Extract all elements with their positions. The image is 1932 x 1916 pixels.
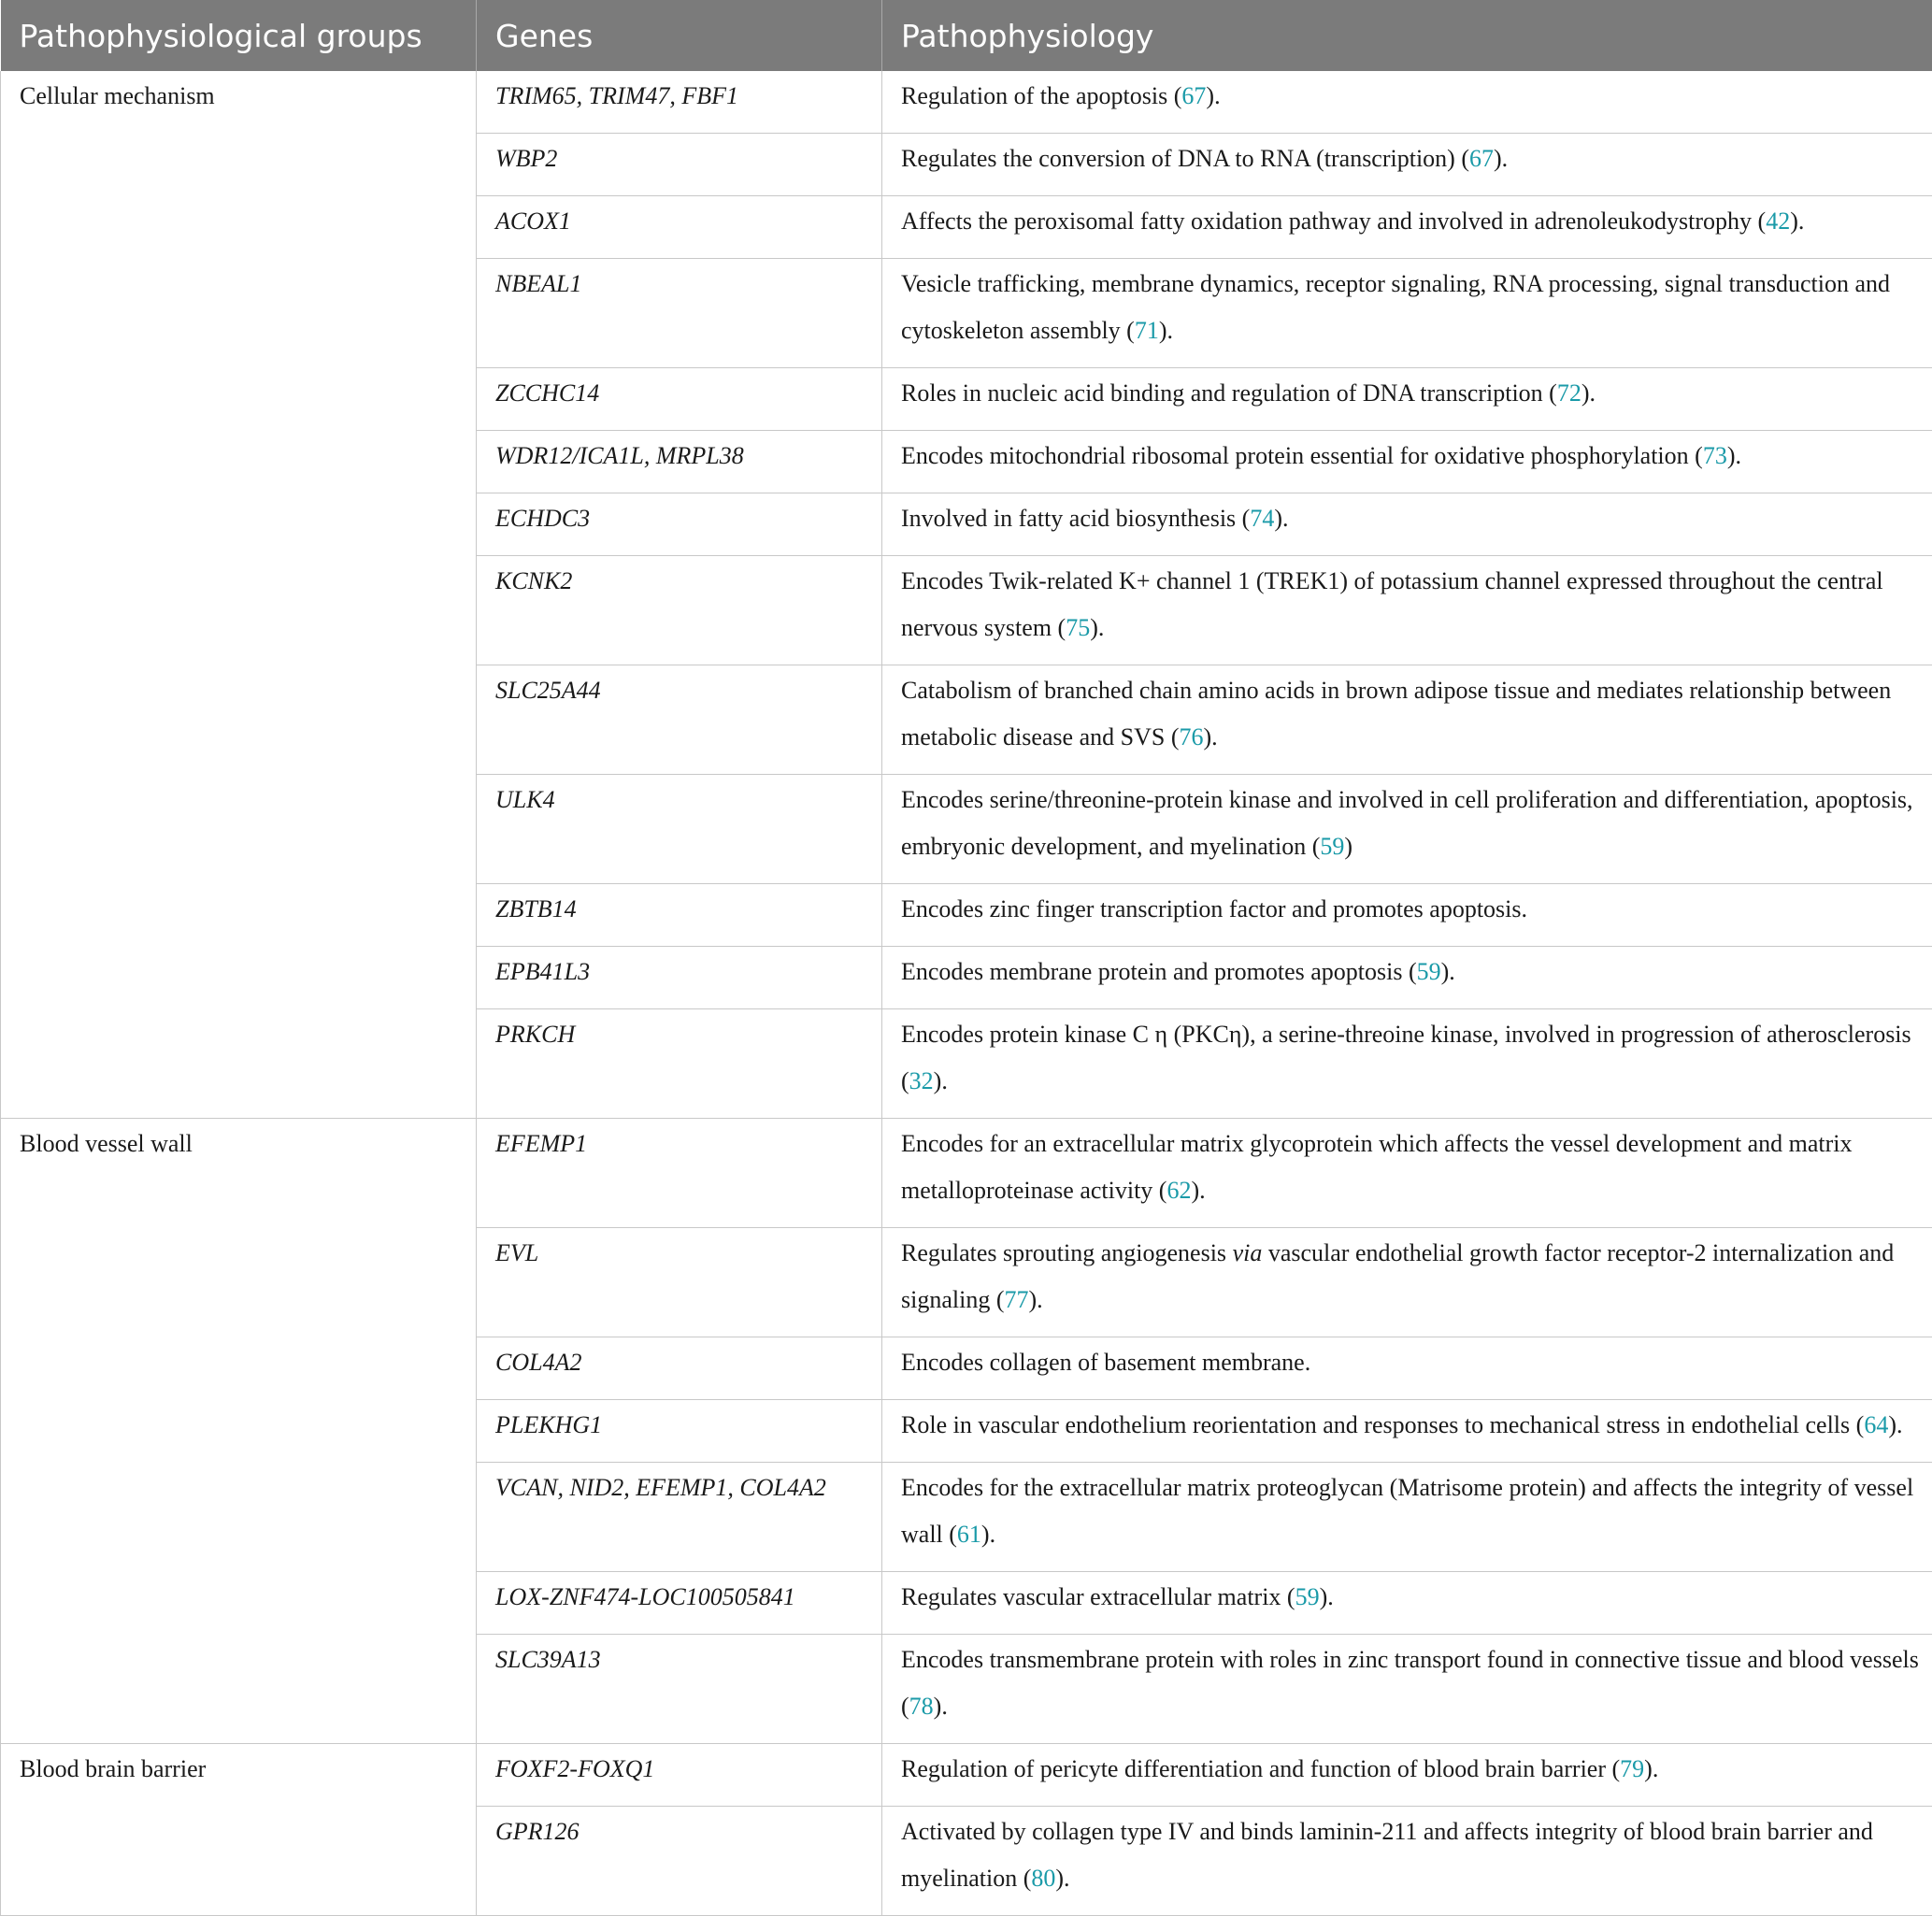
gene-cell (477, 134, 882, 196)
text-part: ). (934, 1693, 948, 1720)
gene-name: ACOX1 (495, 198, 863, 245)
pathophysiology-cell (882, 1572, 1932, 1635)
reference-link[interactable]: 62 (1166, 1177, 1191, 1204)
text-part: ). (1090, 614, 1104, 641)
text-part: ). (1581, 379, 1596, 407)
gene-cell (477, 1009, 882, 1119)
text-part: Encodes transmembrane protein with roles in zinc transport found in connective tissue and blood vessels ( (901, 1646, 1919, 1720)
group-name: Blood vessel wall (20, 1121, 457, 1167)
text-part: Affects the peroxisomal fatty oxidation pathway and involved in adrenoleukodystrophy ( (901, 207, 1766, 235)
pathophysiology-cell (882, 134, 1932, 196)
pathophysiology-cell (882, 665, 1932, 775)
table-row (1, 1119, 1932, 1228)
group-cell (1, 71, 477, 1119)
header-genes: Genes (477, 0, 882, 71)
gene-cell (477, 884, 882, 947)
text-part: Role in vascular endothelium reorientation and responses to mechanical stress in endothelial cells ( (901, 1411, 1864, 1438)
pathophysiology-text (901, 949, 1919, 995)
gene-cell (477, 259, 882, 368)
pathophysiology-text (901, 495, 1919, 542)
group-cell (1, 1744, 477, 1916)
gene-cell (477, 1400, 882, 1463)
reference-link[interactable]: 77 (1005, 1286, 1029, 1313)
reference-link[interactable]: 79 (1620, 1755, 1644, 1782)
text-part: Encodes membrane protein and promotes apoptosis ( (901, 958, 1417, 985)
text-part: ). (1644, 1755, 1658, 1782)
reference-link[interactable]: 67 (1181, 82, 1206, 109)
pathophysiology-text (901, 1339, 1919, 1386)
text-part: Encodes mitochondrial ribosomal protein essential for oxidative phosphorylation ( (901, 442, 1703, 469)
gene-name: TRIM65, TRIM47, FBF1 (495, 73, 863, 120)
reference-link[interactable]: 72 (1557, 379, 1581, 407)
text-part: ). (1029, 1286, 1043, 1313)
pathophysiology-cell (882, 1463, 1932, 1572)
gene-cell (477, 431, 882, 493)
text-part: ). (981, 1521, 995, 1548)
pathophysiology-cell (882, 1744, 1932, 1807)
gene-name: EVL (495, 1230, 863, 1277)
gene-name: SLC25A44 (495, 667, 863, 714)
text-part: Encodes Twik-related K+ channel 1 (TREK1) of potassium channel expressed throughout the central nervous system ( (901, 567, 1883, 641)
pathophysiology-text (901, 1230, 1919, 1323)
reference-link[interactable]: 59 (1320, 833, 1344, 860)
gene-cell (477, 1807, 882, 1916)
pathophysiology-text (901, 558, 1919, 651)
pathophysiology-text (901, 1746, 1919, 1793)
pathophysiology-cell (882, 947, 1932, 1009)
pathophysiology-text (901, 433, 1919, 479)
pathophysiology-cell (882, 1337, 1932, 1400)
text-part: ). (1494, 145, 1508, 172)
gene-name: ULK4 (495, 777, 863, 823)
gene-cell (477, 71, 882, 134)
gene-cell (477, 1228, 882, 1337)
reference-link[interactable]: 73 (1703, 442, 1727, 469)
reference-link[interactable]: 61 (957, 1521, 981, 1548)
table-body (1, 71, 1932, 1916)
pathophysiology-text (901, 1121, 1919, 1214)
text-part: ). (1441, 958, 1455, 985)
reference-link[interactable]: 32 (909, 1067, 934, 1094)
text-part: ). (1274, 505, 1288, 532)
reference-link[interactable]: 78 (909, 1693, 934, 1720)
table-header (1, 0, 1932, 71)
group-cell (1, 1119, 477, 1744)
pathophysiology-cell (882, 884, 1932, 947)
gene-name: ECHDC3 (495, 495, 863, 542)
pathophysiology-text (901, 370, 1919, 417)
pathophysiology-text (901, 1402, 1919, 1449)
text-part: ). (1204, 723, 1218, 751)
gene-name: COL4A2 (495, 1339, 863, 1386)
text-part: Roles in nucleic acid binding and regulation of DNA transcription ( (901, 379, 1557, 407)
gene-cell (477, 947, 882, 1009)
pathophysiology-text (901, 777, 1919, 870)
pathophysiology-cell (882, 368, 1932, 431)
pathophysiology-text (901, 1637, 1919, 1730)
pathophysiology-cell (882, 1807, 1932, 1916)
text-part: ). (1888, 1411, 1902, 1438)
pathophysiology-cell (882, 1009, 1932, 1119)
group-name: Cellular mechanism (20, 73, 457, 120)
pathophysiology-cell (882, 1400, 1932, 1463)
gene-cell (477, 556, 882, 665)
text-part: Regulates sprouting angiogenesis (901, 1239, 1233, 1266)
text-part: ). (1159, 317, 1173, 344)
text-part: Encodes collagen of basement membrane. (901, 1349, 1310, 1376)
pathophysiology-cell (882, 1635, 1932, 1744)
gene-name: PRKCH (495, 1011, 863, 1058)
pathophysiology-cell (882, 775, 1932, 884)
pathophysiology-text (901, 886, 1919, 933)
gene-cell (477, 665, 882, 775)
text-part: ). (934, 1067, 948, 1094)
gene-name: WBP2 (495, 136, 863, 182)
gene-cell (477, 775, 882, 884)
reference-link[interactable]: 71 (1135, 317, 1159, 344)
gene-name: ZCCHC14 (495, 370, 863, 417)
gene-cell (477, 1635, 882, 1744)
text-part: ). (1727, 442, 1741, 469)
gene-cell (477, 196, 882, 259)
pathophysiology-text (901, 1574, 1919, 1621)
gene-cell (477, 493, 882, 556)
text-part: Encodes serine/threonine-protein kinase and involved in cell proliferation and differentiation, apoptosis, embryonic development, and myelination ( (901, 786, 1913, 860)
text-part: Activated by collagen type IV and binds laminin-211 and affects integrity of blood brain barrier and myelination ( (901, 1818, 1873, 1892)
gene-name: WDR12/ICA1L, MRPL38 (495, 433, 863, 479)
reference-link[interactable]: 67 (1469, 145, 1494, 172)
text-part: ). (1790, 207, 1804, 235)
gene-cell (477, 368, 882, 431)
gene-name: EFEMP1 (495, 1121, 863, 1167)
pathophysiology-cell (882, 1228, 1932, 1337)
gene-name: FOXF2-FOXQ1 (495, 1746, 863, 1793)
gene-cell (477, 1572, 882, 1635)
pathophysiology-cell (882, 71, 1932, 134)
gene-name: PLEKHG1 (495, 1402, 863, 1449)
gene-name: KCNK2 (495, 558, 863, 605)
text-part: ). (1191, 1177, 1205, 1204)
gene-cell (477, 1119, 882, 1228)
pathophysiology-cell (882, 493, 1932, 556)
pathophysiology-text (901, 1809, 1919, 1902)
text-part: Vesicle trafficking, membrane dynamics, receptor signaling, RNA processing, signal transduction and cytoskeleton assembly ( (901, 270, 1890, 344)
reference-link[interactable]: 59 (1417, 958, 1441, 985)
header-row (1, 0, 1932, 71)
reference-link[interactable]: 74 (1250, 505, 1274, 532)
gene-cell (477, 1744, 882, 1807)
text-part: ). (1055, 1865, 1069, 1892)
gene-name: VCAN, NID2, EFEMP1, COL4A2 (495, 1465, 863, 1511)
text-part: Regulates vascular extracellular matrix ( (901, 1583, 1295, 1610)
text-part: Catabolism of branched chain amino acids in brown adipose tissue and mediates relationship between metabolic disease and SVS ( (901, 677, 1891, 751)
gene-name: NBEAL1 (495, 261, 863, 307)
gene-cell (477, 1337, 882, 1400)
pathophysiology-cell (882, 431, 1932, 493)
text-part: vascular endothelial growth factor receptor-2 internalization and signaling ( (901, 1239, 1894, 1313)
gene-name: GPR126 (495, 1809, 863, 1855)
text-part: Regulation of the apoptosis ( (901, 82, 1181, 109)
text-part: ). (1206, 82, 1220, 109)
reference-link[interactable]: 64 (1864, 1411, 1888, 1438)
pathophysiology-text (901, 198, 1919, 245)
pathophysiology-text (901, 1465, 1919, 1558)
text-part: Encodes for an extracellular matrix glycoprotein which affects the vessel development and matrix metalloproteinase activity ( (901, 1130, 1852, 1204)
text-part: Regulates the conversion of DNA to RNA (transcription) ( (901, 145, 1469, 172)
table-row (1, 1744, 1932, 1807)
reference-link[interactable]: 42 (1766, 207, 1790, 235)
reference-link[interactable]: 75 (1066, 614, 1090, 641)
pathophysiology-text (901, 1011, 1919, 1105)
text-part: Regulation of pericyte differentiation and function of blood brain barrier ( (901, 1755, 1620, 1782)
table-row (1, 71, 1932, 134)
pathophysiology-cell (882, 196, 1932, 259)
pathophysiology-text (901, 667, 1919, 761)
gene-cell (477, 1463, 882, 1572)
italic-term: via (1233, 1239, 1263, 1266)
text-part: Encodes protein kinase C η (PKCη), a serine-threoine kinase, involved in progression of atherosclerosis ( (901, 1021, 1911, 1094)
pathophysiology-cell (882, 556, 1932, 665)
pathophysiology-text (901, 261, 1919, 354)
gene-name: ZBTB14 (495, 886, 863, 933)
gene-name: SLC39A13 (495, 1637, 863, 1683)
text-part: ) (1344, 833, 1352, 860)
pathophysiology-cell (882, 1119, 1932, 1228)
gene-name: EPB41L3 (495, 949, 863, 995)
pathophysiology-text (901, 73, 1919, 120)
pathophysiology-cell (882, 259, 1932, 368)
gene-name: LOX-ZNF474-LOC100505841 (495, 1574, 863, 1621)
group-name: Blood brain barrier (20, 1746, 457, 1793)
reference-link[interactable]: 59 (1295, 1583, 1320, 1610)
reference-link[interactable]: 76 (1180, 723, 1204, 751)
header-groups: Pathophysiological groups (1, 0, 477, 71)
text-part: Involved in fatty acid biosynthesis ( (901, 505, 1250, 532)
text-part: ). (1320, 1583, 1334, 1610)
pathophysiology-text (901, 136, 1919, 182)
text-part: Encodes for the extracellular matrix proteoglycan (Matrisome protein) and affects the integrity of vessel wall ( (901, 1474, 1913, 1548)
header-pathophysiology: Pathophysiology (882, 0, 1932, 71)
reference-link[interactable]: 80 (1031, 1865, 1055, 1892)
text-part: Encodes zinc finger transcription factor and promotes apoptosis. (901, 895, 1527, 922)
